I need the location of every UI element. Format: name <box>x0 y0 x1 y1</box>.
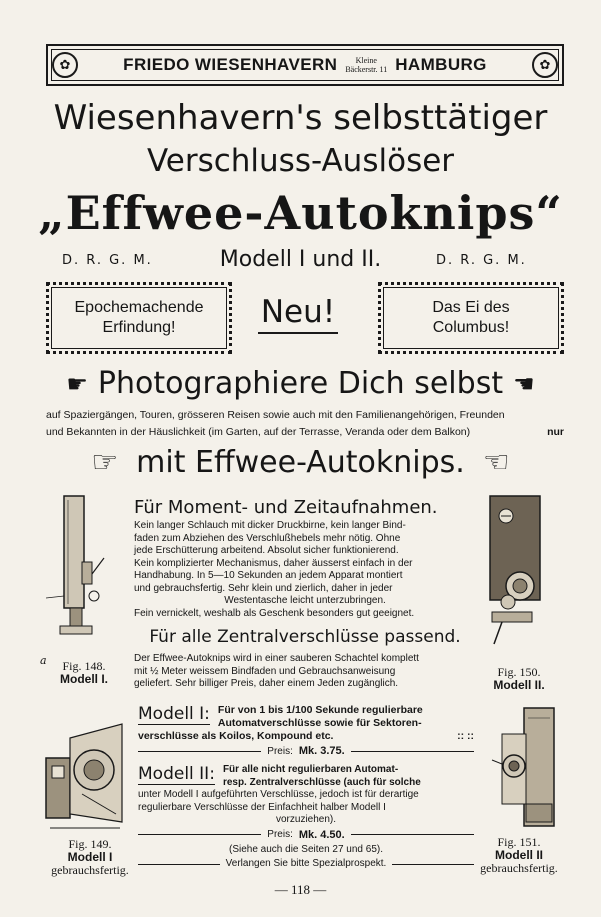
fig151-num: Fig. 151. <box>497 835 541 849</box>
hand-pointing-left-icon: ☜ <box>482 444 510 480</box>
fig151-usage: gebrauchsfertig. <box>480 861 558 875</box>
hand-pointing-right-icon: ☞ <box>91 444 119 480</box>
fig151-caption <box>474 836 564 875</box>
section2-line: geliefert. Sehr billiger Preis, daher einem Jeden zugänglich. <box>134 678 399 689</box>
modell1-price-label: Preis: <box>267 745 293 757</box>
ornament-right-icon: ✿ <box>532 52 558 78</box>
fig148-model: Modell I. <box>60 672 108 686</box>
title-line2: Verschluss-Auslöser <box>146 143 455 179</box>
section2-body <box>134 653 476 691</box>
fig149-usage: gebrauchsfertig. <box>51 863 129 877</box>
box-right-line1: Das Ei des <box>432 299 510 316</box>
modell2-price-label: Preis: <box>267 829 293 840</box>
modell2-price-value: Mk. 4.50. <box>298 828 345 841</box>
modell2-desc-top <box>223 764 421 789</box>
modell1-desc-top <box>218 704 423 730</box>
modell1-desc-line3: verschlüsse als Koilos, Kompound etc. <box>138 730 334 742</box>
intro-line2 <box>46 424 564 441</box>
fig150-model: Modell II. <box>493 678 545 692</box>
drgm-left: D. R. G. M. <box>62 253 153 268</box>
modell1-desc-line1: Für von 1 bis 1/100 Sekunde regulierbare <box>217 704 423 716</box>
modell2-price-row <box>138 829 474 841</box>
modell-line: Modell I und II. <box>219 247 382 272</box>
modell2-desc-line1: Für alle nicht regulierbaren Automat- <box>222 764 399 775</box>
title-main: „Effwee-Autoknips“ <box>38 186 563 240</box>
address-line2: Bäckerstr. 11 <box>345 65 388 74</box>
section1-line: Westentasche leicht unterzubringen. <box>224 595 386 606</box>
header-band <box>46 44 564 86</box>
section1-line: Kein langer Schlauch mit dicker Druckbirne, kein langer Bind- <box>134 520 406 531</box>
prospekt-row <box>138 858 474 871</box>
modell1-head <box>138 704 474 730</box>
box-columbus <box>378 282 564 354</box>
box-left-line1: Epochemachende <box>74 299 204 316</box>
drgm-right: D. R. G. M. <box>436 253 527 268</box>
pointing-hand-left-icon: ☚ <box>513 369 535 398</box>
city: HAMBURG <box>395 55 487 74</box>
modell2-desc-line5: vorzuziehen). <box>275 814 337 825</box>
section2-heading: Für alle Zentralverschlüsse passend. <box>149 627 461 647</box>
fig150-num: Fig. 150. <box>497 665 541 679</box>
section1-line: Fein vernickelt, weshalb als Geschenk besonders gut geeignet. <box>134 607 415 619</box>
fig149-caption <box>40 838 140 877</box>
section2-line: mit ½ Meter weissem Bindfaden und Gebrauchsanweisung <box>134 665 396 677</box>
fig149-num: Fig. 149. <box>68 837 112 851</box>
fig148-caption <box>44 660 124 686</box>
section1-line: jede Erschütterung arbeitend. Absolut sicher funktionierend. <box>134 545 399 556</box>
photo-line <box>0 366 601 401</box>
figure-148-illustration <box>42 492 118 652</box>
pointing-hand-right-icon: ☛ <box>66 369 88 398</box>
modell1-price-row <box>138 745 474 757</box>
fig148-num: Fig. 148. <box>62 659 106 673</box>
modell1-price-rule-left <box>138 751 261 752</box>
fig149-model: Modell I <box>67 850 113 864</box>
intro-line1: auf Spaziergängen, Touren, grösseren Reisen sowie auch mit den Familienangehörigen, Freunden <box>46 409 505 421</box>
modell1-label: Modell I: <box>138 704 210 724</box>
title-line1: Wiesenhavern's selbsttätiger <box>53 98 548 138</box>
modell2-block <box>138 764 474 871</box>
mit-line-text: mit Effwee-Autoknips. <box>136 445 465 480</box>
section1-heading: Für Moment- und Zeitaufnahmen. <box>134 497 438 518</box>
modell1-price-value: Mk. 3.75. <box>298 745 345 757</box>
modell2-desc-line3: unter Modell I aufgeführten Verschlüsse, jedoch ist für derartige <box>138 789 419 800</box>
company-name: FRIEDO WIESENHAVERN <box>123 55 338 74</box>
box-right-line2: Columbus! <box>432 319 510 336</box>
address <box>345 56 387 74</box>
header-inner <box>51 49 559 81</box>
intro-line2-main: und Bekannten in der Häuslichkeit (im Garten, auf der Terrasse, Veranda oder dem Balkon) <box>46 426 471 438</box>
modell1-marks: :: :: <box>457 730 474 742</box>
see-pages: (Siehe auch die Seiten 27 und 65). <box>229 843 383 855</box>
box-left-line2: Erfindung! <box>102 319 176 336</box>
photo-line-text: Photographiere Dich selbst <box>97 366 504 401</box>
section2-line: Der Effwee-Autoknips wird in einer sauberen Schachtel komplett <box>134 653 419 664</box>
section1-line: Handhabung. In 5—10 Sekunden an jedem Apparat montiert <box>134 570 403 581</box>
page-number: — 118 — <box>274 882 327 897</box>
prospekt-rule-left <box>138 864 220 865</box>
modell1-price-rule-right <box>351 751 474 752</box>
section1-line: und gebrauchsfertig. Sehr klein und zierlich, daher in jeder <box>134 582 393 594</box>
figure-151-illustration <box>488 704 558 834</box>
modell2-desc-line4: regulierbare Verschlüsse der Einfachheit halber Modell I <box>138 801 386 813</box>
neu-label: Neu! <box>258 294 338 334</box>
modell2-price-rule-left <box>138 834 261 835</box>
mit-line <box>0 445 601 480</box>
modell1-block <box>138 704 474 757</box>
modell2-price-rule-right <box>351 834 474 835</box>
modell2-label: Modell II: <box>138 764 215 784</box>
fig150-caption <box>484 666 554 692</box>
address-line1: Kleine <box>355 56 377 65</box>
section1-line: faden zum Abziehen des Verschlußhebels mehr nötig. Ohne <box>134 532 401 544</box>
prospekt-text: Verlangen Sie bitte Spezialprospekt. <box>225 858 387 869</box>
section1-line: Kein komplizierter Mechanismus, daher äusserst einfach in der <box>134 557 413 569</box>
modell2-desc-line2: resp. Zentralverschlüsse (auch für solche <box>222 776 421 788</box>
section1-body <box>134 520 476 620</box>
ornament-left-icon: ✿ <box>52 52 78 78</box>
modell1-desc-line2: Automatverschlüsse sowie für Sektoren- <box>217 717 422 729</box>
figure-149-illustration <box>42 718 128 834</box>
figure-150-illustration <box>484 494 546 650</box>
modell1-desc-row <box>138 730 474 743</box>
prospekt-rule-right <box>392 864 474 865</box>
fig148-letter: a <box>40 654 47 667</box>
modell2-head <box>138 764 474 789</box>
fig151-model: Modell II <box>495 848 543 862</box>
box-epochemachende <box>46 282 232 354</box>
intro-line2-end: nur <box>547 426 564 438</box>
